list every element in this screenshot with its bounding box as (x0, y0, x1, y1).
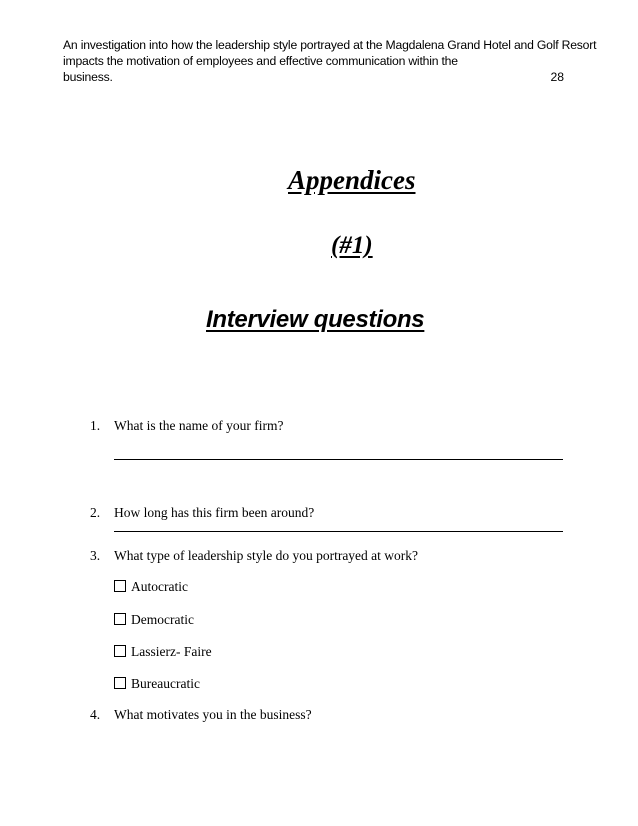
interview-questions-heading: Interview questions (206, 306, 425, 333)
running-header (63, 37, 597, 85)
checkbox-autocratic[interactable] (114, 580, 126, 592)
header-line-3: business. (63, 70, 113, 84)
question-3-number: 3. (90, 548, 101, 563)
question-1-number: 1. (90, 418, 101, 433)
option-bureaucratic-label: Bureaucratic (131, 676, 200, 691)
option-democratic[interactable] (114, 612, 194, 628)
option-autocratic-label: Autocratic (131, 579, 188, 594)
appendices-heading: Appendices (288, 165, 416, 195)
option-democratic-label: Democratic (131, 612, 194, 627)
option-laissez-faire-label: Lassierz- Faire (131, 644, 212, 659)
question-2-text: How long has this firm been around? (114, 505, 315, 520)
checkbox-bureaucratic[interactable] (114, 677, 126, 689)
question-1 (90, 418, 283, 434)
checkbox-laissez-faire[interactable] (114, 645, 126, 657)
appendix-number-heading: (#1) (331, 232, 373, 259)
option-autocratic[interactable] (114, 579, 188, 595)
checkbox-democratic[interactable] (114, 613, 126, 625)
question-3 (90, 548, 418, 564)
question-3-text: What type of leadership style do you portrayed at work? (114, 548, 419, 563)
option-laissez-faire[interactable] (114, 644, 212, 660)
header-line-2: impacts the motivation of employees and effective communication within the (63, 54, 458, 68)
header-line-1: An investigation into how the leadership style portrayed at the Magdalena Grand Hotel and Golf Resort (63, 38, 597, 52)
question-2-answer-line[interactable] (114, 531, 563, 532)
question-1-text: What is the name of your firm? (114, 418, 284, 433)
question-2-number: 2. (90, 505, 101, 520)
page-number: 28 (550, 70, 564, 84)
option-bureaucratic[interactable] (114, 676, 200, 692)
question-4-text: What motivates you in the business? (114, 707, 312, 722)
question-4 (90, 707, 312, 723)
question-4-number: 4. (90, 707, 101, 722)
question-2 (90, 505, 314, 521)
question-1-answer-line[interactable] (114, 459, 563, 460)
